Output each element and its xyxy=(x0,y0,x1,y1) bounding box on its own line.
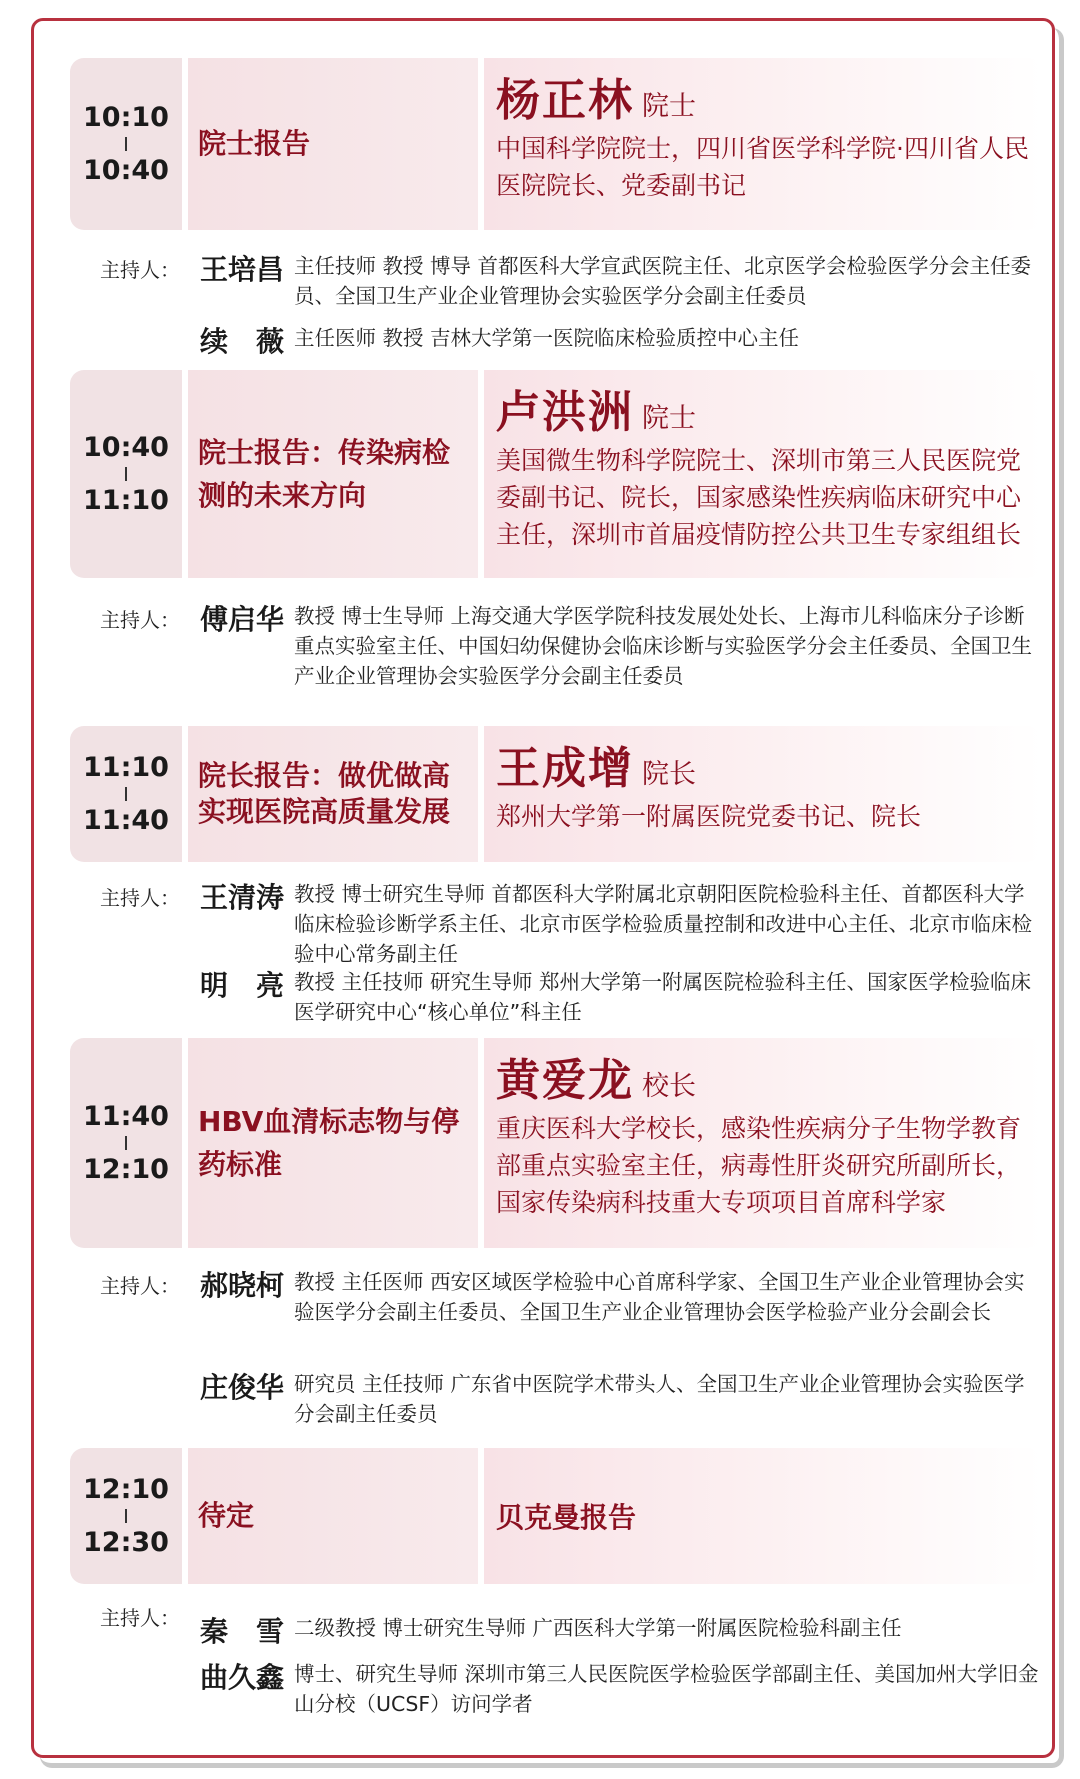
topic-cell xyxy=(188,1448,478,1584)
time-separator xyxy=(125,137,127,151)
host-item xyxy=(200,598,1040,692)
host-name: 王培昌 xyxy=(200,253,285,286)
time-start: 10:40 xyxy=(83,431,169,463)
speaker-name: 王成增 xyxy=(496,743,634,794)
host-label: 主持人： xyxy=(100,258,180,282)
host-desc: 教授 博士生导师 上海交通大学医学院科技发展处处长、上海市儿科临床分子诊断重点实验室主任、中国妇幼保健协会临床诊断与实验医学分会主任委员、全国卫生产业企业管理协会实验医学分会副主任委员 xyxy=(294,604,1032,688)
speaker-plain: 贝克曼报告 xyxy=(496,1501,637,1534)
host-item xyxy=(200,1366,1040,1430)
host-desc: 教授 博士研究生导师 首都医科大学附属北京朝阳医院检验科主任、首都医科大学临床检验诊断学系主任、北京市医学检验质量控制和改进中心主任、北京市临床检验中心常务副主任 xyxy=(294,882,1032,966)
host-desc: 教授 主任医师 西安区域医学检验中心首席科学家、全国卫生产业企业管理协会实验医学分会副主任委员、全国卫生产业企业管理协会医学检验产业分会副会长 xyxy=(294,1270,1025,1324)
host-name: 郝晓柯 xyxy=(200,1269,285,1302)
topic-cell xyxy=(188,370,478,578)
host-item xyxy=(200,320,1040,360)
speaker-desc: 美国微生物科学院院士、深圳市第三人民医院党委副书记、院长，国家感染性疾病临床研究中心主任，深圳市首届疫情防控公共卫生专家组组长 xyxy=(496,446,1022,549)
session-row xyxy=(70,726,1042,862)
host-item xyxy=(200,1264,1040,1328)
speaker-cell xyxy=(484,58,1042,230)
host-label: 主持人： xyxy=(100,608,180,632)
host-name: 秦 雪 xyxy=(200,1615,285,1648)
speaker-title: 院士 xyxy=(642,91,696,122)
host-label: 主持人： xyxy=(100,1274,180,1298)
speaker-cell xyxy=(484,1448,1042,1584)
host-item xyxy=(200,1610,1040,1650)
time-cell xyxy=(70,58,182,230)
host-item xyxy=(200,876,1040,970)
time-end: 11:40 xyxy=(83,805,169,836)
time-cell xyxy=(70,1448,182,1584)
session-row xyxy=(70,370,1042,578)
host-desc: 教授 主任技师 研究生导师 郑州大学第一附属医院检验科主任、国家医学检验临床医学研究中心“核心单位”科主任 xyxy=(294,970,1032,1024)
speaker-cell xyxy=(484,726,1042,862)
topic-title: HBV血清标志物与停药标准 xyxy=(198,1104,460,1181)
time-end: 12:10 xyxy=(83,1154,169,1185)
time-end: 11:10 xyxy=(83,485,169,516)
session-row xyxy=(70,58,1042,230)
speaker-name: 卢洪洲 xyxy=(496,387,634,438)
time-cell xyxy=(70,726,182,862)
topic-title: 院长报告：做优做高 实现医院高质量发展 xyxy=(198,758,451,828)
speaker-desc: 重庆医科大学校长，感染性疾病分子生物学教育部重点实验室主任，病毒性肝炎研究所副所长，国家传染病科技重大专项项目首席科学家 xyxy=(496,1114,1022,1217)
time-end: 10:40 xyxy=(83,155,169,186)
host-desc: 博士、研究生导师 深圳市第三人民医院医学检验医学部副主任、美国加州大学旧金山分校（UCSF）访问学者 xyxy=(294,1662,1039,1716)
session-row xyxy=(70,1448,1042,1584)
topic-cell xyxy=(188,726,478,862)
host-name: 王清涛 xyxy=(200,881,285,914)
speaker-name: 杨正林 xyxy=(496,75,634,126)
topic-title: 待定 xyxy=(198,1499,255,1533)
time-cell xyxy=(70,370,182,578)
time-start: 12:10 xyxy=(83,1473,169,1505)
host-label: 主持人： xyxy=(100,886,180,910)
time-separator xyxy=(125,787,127,801)
host-name: 傅启华 xyxy=(200,603,285,636)
host-item xyxy=(200,964,1040,1028)
host-name: 曲久鑫 xyxy=(200,1661,285,1694)
host-name: 庄俊华 xyxy=(200,1371,285,1404)
host-desc: 研究员 主任技师 广东省中医院学术带头人、全国卫生产业企业管理协会实验医学分会副主任委员 xyxy=(294,1372,1025,1426)
speaker-cell xyxy=(484,370,1042,578)
topic-cell xyxy=(188,58,478,230)
topic-title: 院士报告 xyxy=(198,127,311,161)
time-cell xyxy=(70,1038,182,1248)
host-label: 主持人： xyxy=(100,1606,180,1630)
time-start: 11:40 xyxy=(83,1100,169,1132)
topic-cell xyxy=(188,1038,478,1248)
time-start: 11:10 xyxy=(83,751,169,783)
speaker-title: 院士 xyxy=(642,403,696,434)
speaker-title: 校长 xyxy=(642,1071,696,1102)
session-row xyxy=(70,1038,1042,1248)
topic-title: 院士报告：传染病检测的未来方向 xyxy=(198,435,451,512)
host-desc: 主任医师 教授 吉林大学第一医院临床检验质控中心主任 xyxy=(294,326,800,350)
time-start: 10:10 xyxy=(83,101,169,133)
host-item xyxy=(200,248,1040,312)
speaker-name: 黄爱龙 xyxy=(496,1055,634,1106)
speaker-title: 院长 xyxy=(642,759,696,790)
time-separator xyxy=(125,467,127,481)
speaker-desc: 郑州大学第一附属医院党委书记、院长 xyxy=(496,802,922,831)
time-separator xyxy=(125,1509,127,1523)
host-name: 续 薇 xyxy=(200,325,285,358)
host-name: 明 亮 xyxy=(200,969,285,1002)
time-separator xyxy=(125,1136,127,1150)
speaker-cell xyxy=(484,1038,1042,1248)
host-desc: 主任技师 教授 博导 首都医科大学宣武医院主任、北京医学会检验医学分会主任委员、全国卫生产业企业管理协会实验医学分会副主任委员 xyxy=(294,254,1032,308)
speaker-desc: 中国科学院院士，四川省医学科学院·四川省人民医院院长、党委副书记 xyxy=(496,134,1029,200)
host-desc: 二级教授 博士研究生导师 广西医科大学第一附属医院检验科副主任 xyxy=(294,1616,902,1640)
host-item xyxy=(200,1656,1040,1720)
time-end: 12:30 xyxy=(83,1527,169,1558)
